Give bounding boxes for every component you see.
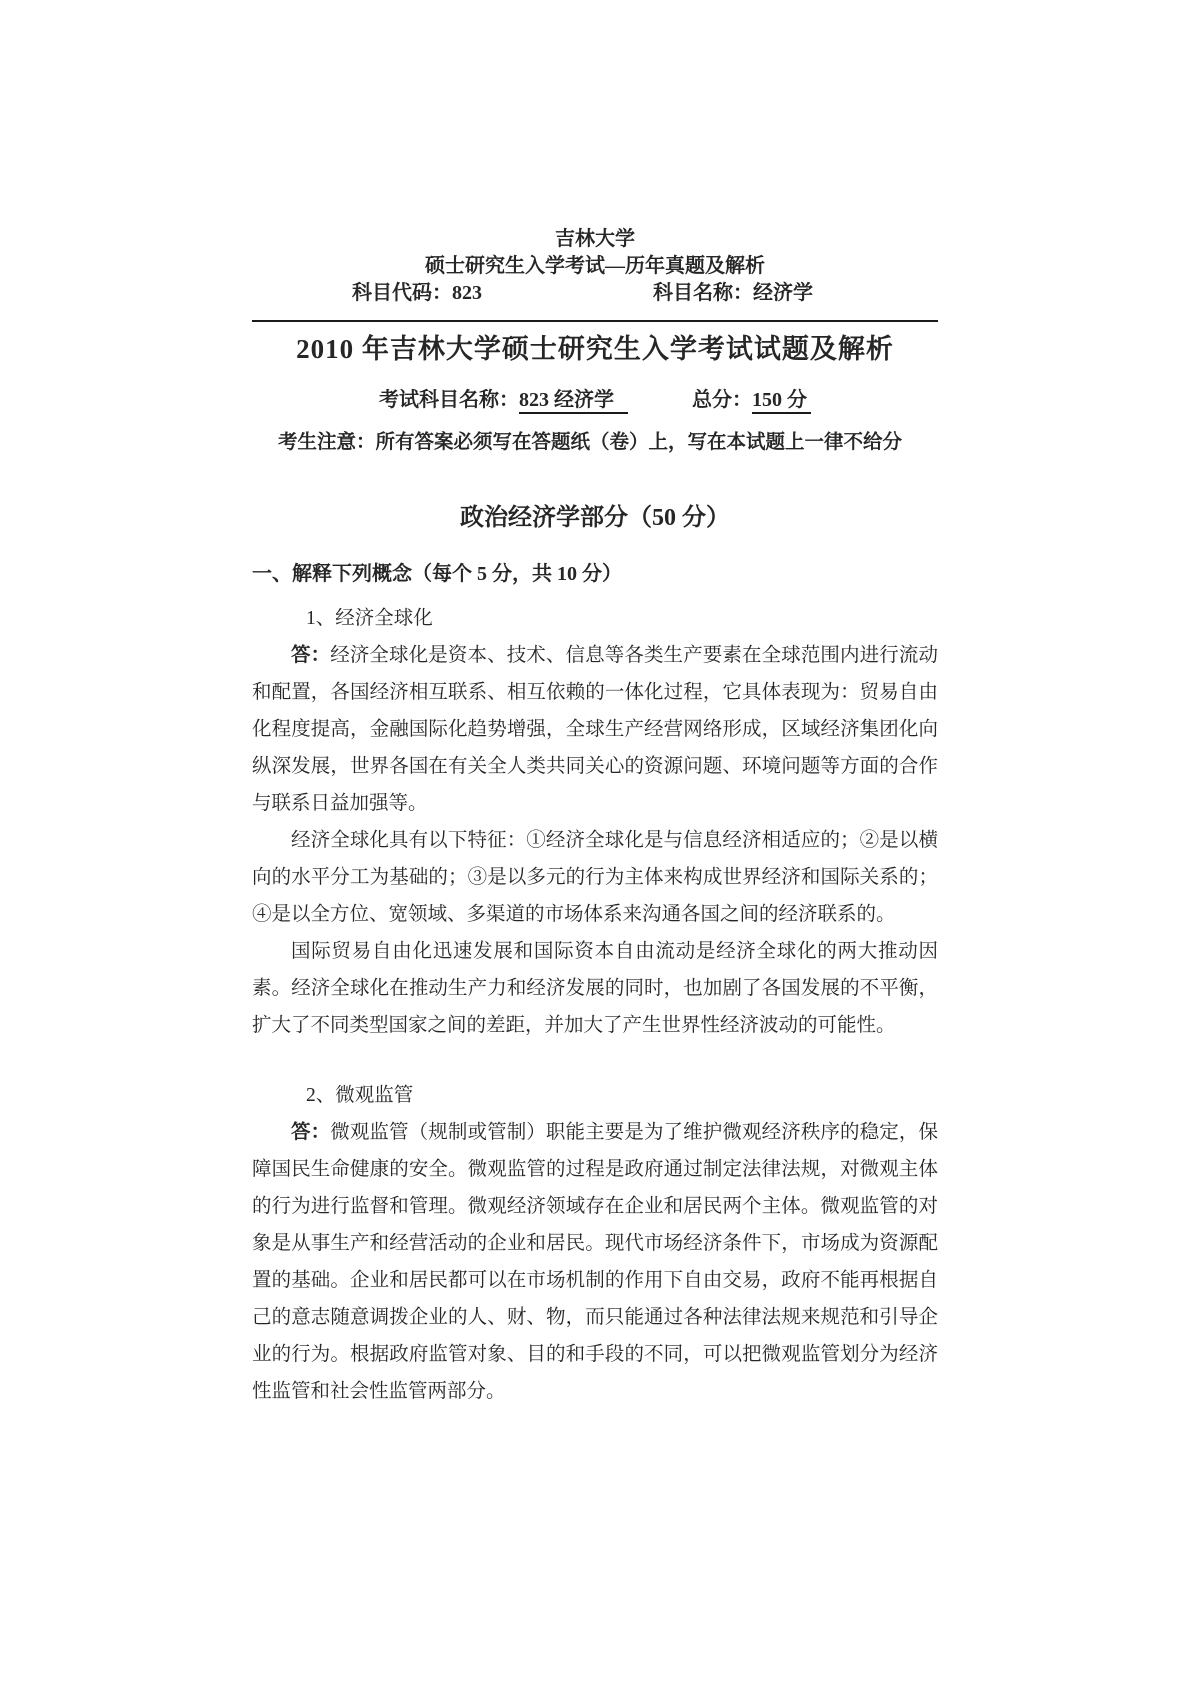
exam-info-line xyxy=(252,387,938,413)
page-title: 2010 年吉林大学硕士研究生入学考试试题及解析 xyxy=(296,334,894,364)
candidate-notice: 考生注意：所有答案必须写在答题纸（卷）上，写在本试题上一律不给分 xyxy=(278,432,903,453)
answer-prefix: 答： xyxy=(291,645,331,666)
item-1-answer-paragraph-2: 经济全球化具有以下特征：①经济全球化是与信息经济相适应的；②是以横向的水平分工为基础的；③是以多元的行为主体来构成世界经济和国际关系的；④是以全方位、宽领域、多渠道的市场体系来沟通各国之间的经济联系的。 xyxy=(252,830,938,925)
item-2-answer-text-1: 微观监管（规制或管制）职能主要是为了维护微观经济秩序的稳定，保障国民生命健康的安全。微观监管的过程是政府通过制定法律法规，对微观主体的行为进行监督和管理。微观经济领域存在企业和居民两个主体。微观监管的对象是从事生产和经营活动的企业和居民。现代市场经济条件下，市场成为资源配置的基础。企业和居民都可以在市场机制的作用下自由交易，政府不能再根据自己的意志随意调拨企业的人、财、物，而只能通过各种法律法规来规范和引导企业的行为。根据政府监管对象、目的和手段的不同，可以把微观监管划分为经济性监管和社会性监管两部分。 xyxy=(252,1122,938,1402)
item-1-answer-paragraph-3: 国际贸易自由化迅速发展和国际资本自由流动是经济全球化的两大推动因素。经济全球化在推动生产力和经济发展的同时，也加剧了各国发展的不平衡，扩大了不同类型国家之间的差距，并加大了产生世界性经济波动的可能性。 xyxy=(252,941,938,1036)
university-name: 吉林大学 xyxy=(555,228,635,250)
subject-code: 科目代码：823 xyxy=(352,282,482,304)
item-1-label: 1、经济全球化 xyxy=(306,608,433,629)
exam-subject-label: 考试科目名称： xyxy=(379,389,519,411)
item-1-answer-paragraph-1 xyxy=(252,637,938,822)
subject-code-row xyxy=(252,280,938,307)
total-score-value: 150 分 xyxy=(752,389,811,414)
answer-prefix: 答： xyxy=(291,1122,331,1143)
document-page xyxy=(252,0,938,1410)
item-2-label: 2、微观监管 xyxy=(306,1085,414,1106)
exam-series-title: 硕士研究生入学考试—历年真题及解析 xyxy=(425,255,765,277)
question-1-body xyxy=(252,600,938,1410)
document-header xyxy=(252,226,938,307)
total-score-pair xyxy=(692,387,811,413)
section-title: 政治经济学部分（50 分） xyxy=(460,505,730,531)
question-1-heading: 一、解释下列概念（每个 5 分，共 10 分） xyxy=(252,563,622,585)
total-score-label: 总分： xyxy=(692,389,752,411)
subject-name: 科目名称：经济学 xyxy=(653,282,813,304)
exam-subject-pair xyxy=(379,387,628,413)
item-1-answer-text-1: 经济全球化是资本、技术、信息等各类生产要素在全球范围内进行流动和配置，各国经济相互联系、相互依赖的一体化过程，它具体表现为：贸易自由化程度提高，金融国际化趋势增强，全球生产经营网络形成，区域经济集团化向纵深发展，世界各国在有关全人类共同关心的资源问题、环境问题等方面的合作与联系日益加强等。 xyxy=(252,645,938,814)
item-2-answer-paragraph-1 xyxy=(252,1114,938,1410)
header-divider xyxy=(252,320,938,322)
exam-subject-value: 823 经济学 xyxy=(519,389,628,414)
item-spacer xyxy=(252,1044,938,1065)
